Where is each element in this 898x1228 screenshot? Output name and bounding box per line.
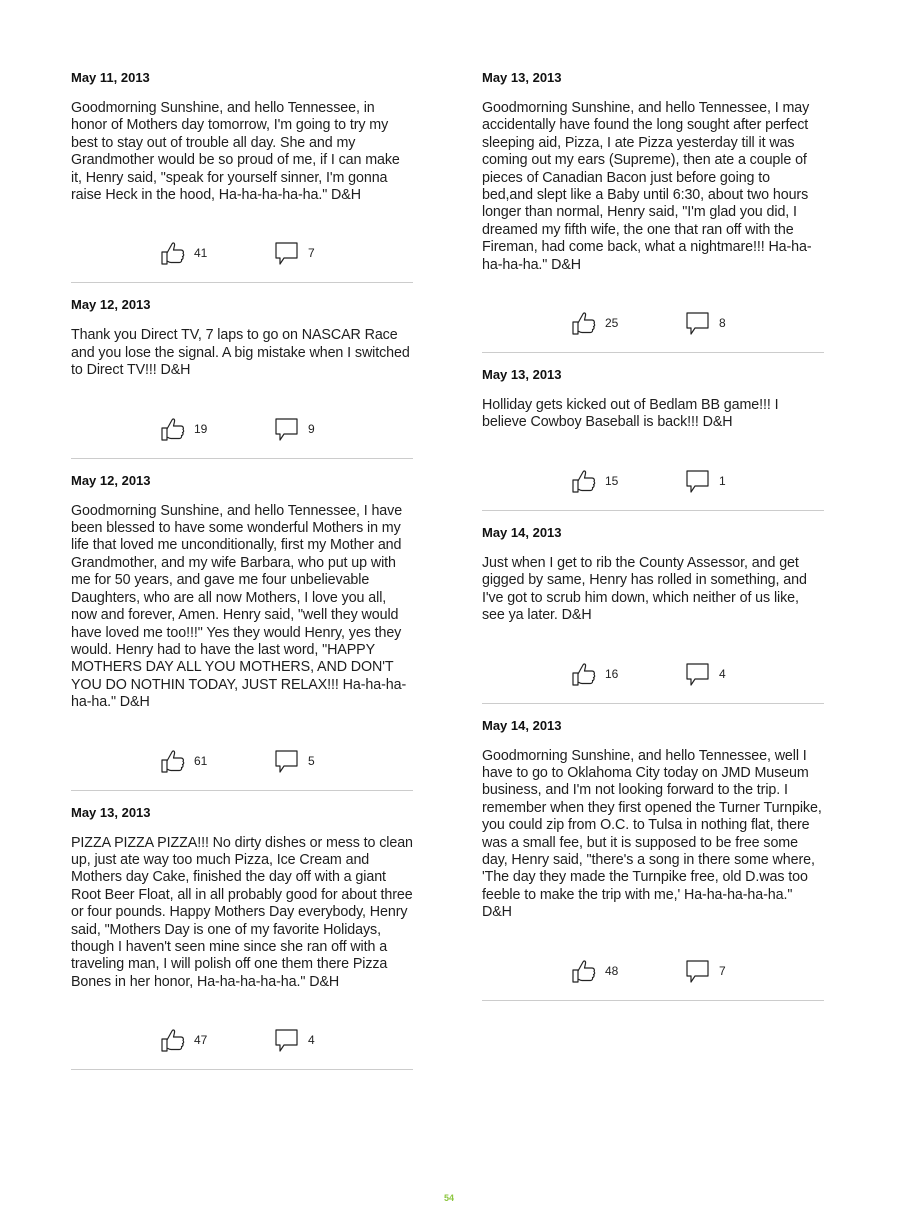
post-reactions (482, 946, 824, 1000)
post-date: May 13, 2013 (482, 367, 562, 383)
comment-count: 9 (308, 421, 315, 436)
post-reactions (482, 298, 824, 352)
post-text: Goodmorning Sunshine, and hello Tennessee, well I have to go to Oklahoma City today on JMD Museum business, and I'm not looking forward to the trip. I remember when they first opened the Turner Turnpike, you could zip from O.C. to Tulsa in nothing flat, there was a small fee, but it is supposed to be free some day, Henry said, "there's a song in there some where, 'The day they made the Turnpike free, old D.was too feeble to make the trip with me,' Ha-ha-ha-ha-ha." D&H (482, 747, 822, 921)
like-button[interactable] (571, 958, 618, 984)
post (71, 297, 413, 458)
post-date: May 14, 2013 (482, 524, 562, 540)
comment-button[interactable] (274, 240, 315, 266)
post-reactions (71, 1015, 413, 1069)
comment-count: 1 (719, 473, 726, 488)
comment-button[interactable] (685, 958, 726, 984)
comment-count: 8 (719, 316, 726, 331)
post-text: Goodmorning Sunshine, and hello Tennessee, I may accidentally have found the long sought after perfect sleeping aid, Pizza, I ate Pizza yesterday till it was coming out my ears (Supreme), then ate a couple of pieces of Canadian Bacon just before going to bed,and slept like a Baby until 6:30, about two hours longer than normal, Henry said, "I'm glad you did, I dreamed my fifth wife, the one that ran off with the Fireman, had come back, what a nightmare!!! Ha-ha-ha-ha-ha." D&H (482, 100, 812, 273)
page-number: 54 (443, 1193, 454, 1203)
like-count: 25 (605, 316, 619, 331)
post-reactions (71, 736, 413, 790)
speech-bubble-icon (274, 1027, 300, 1053)
post-date: May 12, 2013 (71, 297, 151, 313)
post-reactions (482, 456, 824, 510)
comment-button[interactable] (685, 661, 726, 687)
comment-button[interactable] (685, 310, 726, 336)
post (71, 805, 413, 1071)
comment-count: 7 (308, 246, 315, 261)
thumbs-up-icon (571, 958, 597, 984)
post-text: Just when I get to rib the County Assessor, and get gigged by same, Henry has rolled in something, and I've got to scrub him down, which neither of us like, see ya later. D&H (482, 554, 807, 624)
like-button[interactable] (571, 661, 618, 687)
comment-count: 4 (719, 666, 726, 681)
speech-bubble-icon (274, 748, 300, 774)
right-column (482, 70, 824, 1001)
speech-bubble-icon (274, 416, 300, 442)
left-column (71, 70, 413, 1070)
speech-bubble-icon (685, 310, 711, 336)
comment-count: 4 (308, 1033, 315, 1048)
post-text: Holliday gets kicked out of Bedlam BB game!!! I believe Cowboy Baseball is back!!! D&H (482, 397, 779, 431)
post-date: May 11, 2013 (71, 70, 150, 85)
speech-bubble-icon (685, 468, 711, 494)
thumbs-up-icon (571, 661, 597, 687)
post-date: May 12, 2013 (71, 472, 151, 488)
post (482, 70, 824, 353)
thumbs-up-icon (160, 748, 186, 774)
like-count: 16 (605, 666, 619, 681)
post-reactions (71, 404, 413, 458)
like-button[interactable] (160, 748, 207, 774)
thumbs-up-icon (160, 1027, 186, 1053)
like-button[interactable] (160, 240, 207, 266)
like-button[interactable] (160, 1027, 207, 1053)
post-reactions (71, 228, 413, 282)
like-button[interactable] (571, 468, 618, 494)
post (482, 718, 824, 1001)
like-button[interactable] (160, 416, 207, 442)
like-count: 19 (194, 421, 208, 436)
post (482, 525, 824, 704)
post-reactions (482, 649, 824, 703)
post-text: Goodmorning Sunshine, and hello Tennessee, in honor of Mothers day tomorrow, I'm going to try my best to stay out of trouble all day. She and my Grandmother would be so proud of me, if I can make it, Henry said, "speak for yourself sinner, I'm gonna raise Heck in the hood, Ha-ha-ha-ha-ha." D&H (71, 100, 400, 204)
speech-bubble-icon (685, 958, 711, 984)
like-count: 47 (194, 1033, 208, 1048)
thumbs-up-icon (571, 468, 597, 494)
speech-bubble-icon (685, 661, 711, 687)
post (71, 473, 413, 791)
like-count: 61 (194, 753, 208, 768)
comment-button[interactable] (685, 468, 726, 494)
post-text: PIZZA PIZZA PIZZA!!! No dirty dishes or mess to clean up, just ate way too much Pizza, Ice Cream and Mothers day Cake, finished the day off with a giant Root Beer Float, all in all probably good for about three or four pounds. Happy Mothers Day everybody, Henry said, "Mothers Day is one of my favorite Holidays, though I haven't seen mine since she ran off with a traveling man, I will polish off one them there Pizza Bones in her honor, Ha-ha-ha-ha-ha." D&H (71, 834, 413, 990)
comment-count: 7 (719, 963, 726, 978)
post-date: May 14, 2013 (482, 717, 562, 733)
comment-count: 5 (308, 753, 315, 768)
like-count: 15 (605, 473, 619, 488)
like-count: 48 (605, 963, 619, 978)
post (482, 367, 824, 511)
post-text: Thank you Direct TV, 7 laps to go on NASCAR Race and you lose the signal. A big mistake when I switched to Direct TV!!! D&H (71, 327, 410, 379)
post-text: Goodmorning Sunshine, and hello Tennessee, I have been blessed to have some wonderful Mothers in my life that loved me unconditionally, first my Mother and Grandmother, and my wife Barbara, who put up with me for 50 years, and gave me four unbelievable Daughters, who are all now Mothers, I love you all, now and forever, Amen. Henry said, "well they would have loved me too!!!" Yes they would Henry, yes they would. Henry had to have the last word, "HAPPY MOTHERS DAY ALL YOU MOTHERS, AND DON'T YOU DO NOTHIN TODAY, JUST RELAX!!! Ha-ha-ha-ha-ha." D&H (71, 502, 407, 711)
post-date: May 13, 2013 (482, 70, 562, 85)
thumbs-up-icon (571, 310, 597, 336)
comment-button[interactable] (274, 1027, 315, 1053)
post (71, 70, 413, 283)
thumbs-up-icon (160, 240, 186, 266)
post-date: May 13, 2013 (71, 804, 151, 820)
speech-bubble-icon (274, 240, 300, 266)
thumbs-up-icon (160, 416, 186, 442)
like-count: 41 (194, 246, 208, 261)
like-button[interactable] (571, 310, 618, 336)
comment-button[interactable] (274, 416, 315, 442)
comment-button[interactable] (274, 748, 315, 774)
